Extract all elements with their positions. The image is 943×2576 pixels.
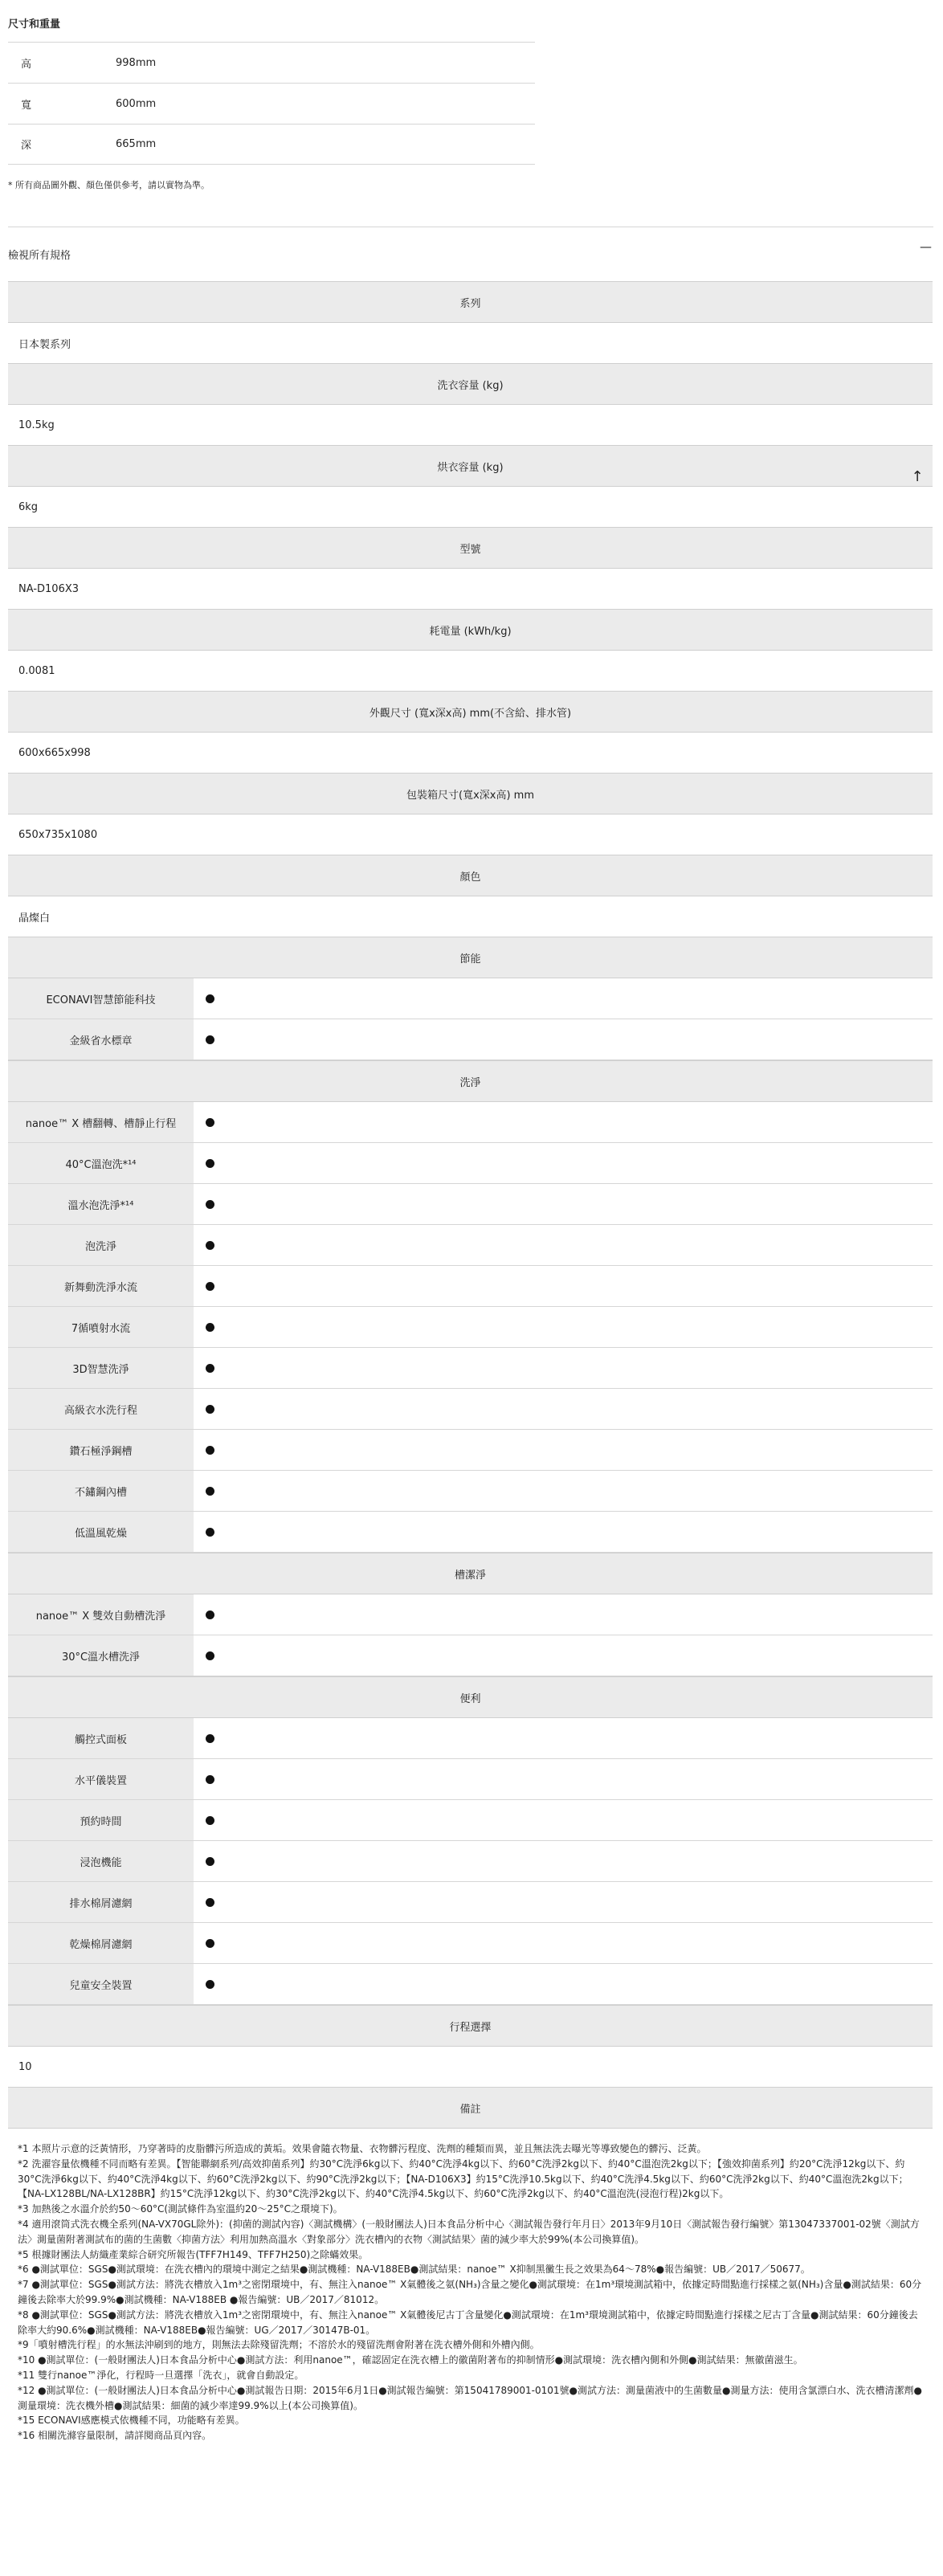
supported-dot-icon [206, 1939, 214, 1948]
feature-label: 泡洗淨 [8, 1225, 194, 1265]
section-header: 備註 [8, 2087, 933, 2129]
feature-row [8, 1102, 933, 1143]
feature-label: 兒童安全裝置 [8, 1964, 194, 2004]
feature-support [194, 1307, 933, 1347]
feature-label: 預約時間 [8, 1800, 194, 1840]
feature-row [8, 1019, 933, 1060]
feature-support [194, 1882, 933, 1922]
remark-item: *8 ●測試單位：SGS●測試方法：將洗衣槽放入1m³之密閉環境中，有、無注入nanoe™ X氣體後尼古丁含量變化●測試環境：在1m³環境測試箱中，依據定時間點進行採樣之尼古丁含量●測試結果：60分鐘後去除率大約90.6%●測試機種：NA-V188EB●報告編號：UG／2017／30147B-01。 [18, 2309, 918, 2336]
supported-dot-icon [206, 1159, 214, 1168]
feature-label: 排水棉屑濾網 [8, 1882, 194, 1922]
section-header: 節能 [8, 937, 933, 978]
feature-label: 鑽石極淨鋼槽 [8, 1430, 194, 1470]
feature-row [8, 1266, 933, 1307]
section-header: 洗衣容量 (kg) [8, 363, 933, 405]
supported-dot-icon [206, 1980, 214, 1989]
feature-row [8, 1348, 933, 1389]
feature-support [194, 1471, 933, 1511]
feature-row [8, 1512, 933, 1553]
feature-row [8, 1964, 933, 2005]
dimension-row-width [8, 83, 535, 124]
feature-row [8, 1184, 933, 1225]
feature-support [194, 1389, 933, 1429]
feature-support [194, 1430, 933, 1470]
section-value: 6kg [18, 500, 39, 513]
feature-support [194, 978, 933, 1019]
supported-dot-icon [206, 1035, 214, 1044]
feature-support [194, 1266, 933, 1306]
feature-support [194, 1019, 933, 1059]
supported-dot-icon [206, 1487, 214, 1496]
supported-dot-icon [206, 1446, 214, 1455]
feature-support [194, 1184, 933, 1224]
feature-label: 低溫風乾燥 [8, 1512, 194, 1552]
view-all-specs-toggle[interactable]: 檢視所有規格 [8, 250, 71, 262]
feature-row [8, 978, 933, 1019]
feature-support [194, 1348, 933, 1388]
supported-dot-icon [206, 1775, 214, 1784]
section-value: NA-D106X3 [18, 582, 80, 595]
dimension-value: 600mm [116, 97, 157, 110]
feature-support [194, 1923, 933, 1963]
section-value: 650x735x1080 [18, 828, 98, 841]
feature-label: 高級衣水洗行程 [8, 1389, 194, 1429]
feature-row [8, 1307, 933, 1348]
dimension-row-height [8, 42, 535, 83]
supported-dot-icon [206, 1241, 214, 1250]
supported-dot-icon [206, 1118, 214, 1127]
feature-support [194, 1964, 933, 2004]
feature-label: 40°C溫泡洗*¹⁴ [8, 1143, 194, 1183]
spec-table [8, 281, 933, 2443]
feature-row [8, 1389, 933, 1430]
section-header: 洗淨 [8, 1060, 933, 1102]
section-value: 0.0081 [18, 664, 55, 677]
feature-support [194, 1594, 933, 1635]
supported-dot-icon [206, 1816, 214, 1825]
feature-support [194, 1635, 933, 1676]
remark-item: *7 ●測試單位：SGS●測試方法：將洗衣槽放入1m³之密閉環境中，有、無注入nanoe™ X氣體後之氨(NH₃)含量之變化●測試環境：在1m³環境測試箱中，依據定時間點進行採樣之氨(NH₃)含量●測試結果：60分鐘後去除率大於99.9%●測試機種：NA-V188EB ●報告編號：UB／2017／81012。 [18, 2279, 922, 2305]
remark-item: *3 加熱後之水溫介於約50～60°C(測試條件為室溫約20～25°C之環境下)。 [18, 2203, 343, 2215]
supported-dot-icon [206, 1898, 214, 1907]
section-value: 晶燦白 [18, 912, 51, 925]
feature-label: 不鏽鋼內槽 [8, 1471, 194, 1511]
dimension-label: 深 [21, 140, 32, 152]
remark-item: *11 雙行nanoe™淨化，行程時一旦選擇「洗衣」，就會自動設定。 [18, 2369, 304, 2381]
section-value: 日本製系列 [18, 338, 71, 351]
feature-label: 30°C溫水槽洗淨 [8, 1635, 194, 1676]
supported-dot-icon [206, 1651, 214, 1660]
feature-label: 新舞動洗淨水流 [8, 1266, 194, 1306]
feature-support [194, 1225, 933, 1265]
feature-support [194, 1841, 933, 1881]
feature-row [8, 1718, 933, 1759]
remark-item: *16 相關洗滌容量限制，請詳閱商品頁內容。 [18, 2430, 212, 2442]
section-header: 便利 [8, 1676, 933, 1718]
feature-support [194, 1143, 933, 1183]
feature-label: 金級省水標章 [8, 1019, 194, 1059]
feature-row [8, 1841, 933, 1882]
supported-dot-icon [206, 1857, 214, 1866]
supported-dot-icon [206, 1611, 214, 1619]
feature-row [8, 1923, 933, 1964]
feature-label: nanoe™ X 雙效自動槽洗淨 [8, 1594, 194, 1635]
section-value: 10.5kg [18, 418, 55, 431]
section-header: 外觀尺寸 (寬x深x高) mm(不含給、排水管) [8, 691, 933, 733]
section-header: 烘衣容量 (kg) [8, 445, 933, 487]
dimension-label: 寬 [21, 99, 32, 112]
feature-label: ECONAVI智慧節能科技 [8, 978, 194, 1019]
dimensions-table [8, 42, 535, 165]
feature-label: 浸泡機能 [8, 1841, 194, 1881]
collapse-icon[interactable]: — [920, 239, 932, 254]
feature-support [194, 1718, 933, 1758]
remark-item: *1 本照片示意的泛黃情形，乃穿著時的皮脂髒污所造成的黃垢。效果會隨衣物量、衣物髒污程度、洗劑的種類而異，並且無法洗去曝光等導致變色的髒污、泛黃。 [18, 2143, 707, 2154]
feature-label: nanoe™ X 槽翻轉、槽靜止行程 [8, 1102, 194, 1142]
disclaimer-note: * 所有商品圖外觀、顏色僅供參考，請以實物為準。 [8, 180, 210, 190]
section-value: 10 [18, 2060, 32, 2073]
section-header: 行程選擇 [8, 2005, 933, 2047]
feature-label: 乾燥棉屑濾網 [8, 1923, 194, 1963]
supported-dot-icon [206, 1405, 214, 1414]
feature-row [8, 1882, 933, 1923]
feature-label: 溫水泡洗淨*¹⁴ [8, 1184, 194, 1224]
remark-item: *6 ●測試單位：SGS●測試環境：在洗衣槽內的環境中測定之結果●測試機種：NA-V188EB●測試結果：nanoe™ X抑制黑黴生長之效果為64～78%●報告編號：UB／2017／50677。 [18, 2264, 810, 2276]
feature-row [8, 1800, 933, 1841]
remark-item: *9「噴射槽洗行程」的水無法沖刷到的地方，則無法去除殘留洗劑；不溶於水的殘留洗劑會附著在洗衣槽外側和外槽內側。 [18, 2339, 540, 2351]
feature-label: 水平儀裝置 [8, 1759, 194, 1799]
supported-dot-icon [206, 1200, 214, 1209]
feature-row [8, 1635, 933, 1676]
supported-dot-icon [206, 1323, 214, 1332]
remark-item: *15 ECONAVI感應模式依機種不同，功能略有差異。 [18, 2415, 245, 2427]
section-header: 槽潔淨 [8, 1553, 933, 1594]
feature-support [194, 1800, 933, 1840]
feature-support [194, 1102, 933, 1142]
scroll-to-top-icon[interactable]: ↑ [911, 468, 924, 485]
supported-dot-icon [206, 994, 214, 1003]
feature-row [8, 1471, 933, 1512]
feature-support [194, 1759, 933, 1799]
supported-dot-icon [206, 1734, 214, 1743]
dimensions-title: 尺寸和重量 [8, 18, 61, 31]
feature-row [8, 1143, 933, 1184]
feature-label: 觸控式面板 [8, 1718, 194, 1758]
section-header: 型號 [8, 527, 933, 569]
remark-item: *5 根據財團法人紡織產業綜合研究所報告(TFF7H149、TFF7H250)之除蟎效果。 [18, 2248, 369, 2260]
section-value: 600x665x998 [18, 746, 91, 759]
feature-row [8, 1594, 933, 1635]
supported-dot-icon [206, 1364, 214, 1373]
dimension-value: 665mm [116, 138, 157, 150]
feature-label: 3D智慧洗淨 [8, 1348, 194, 1388]
feature-row [8, 1430, 933, 1471]
section-header: 系列 [8, 281, 933, 323]
dimension-label: 高 [21, 58, 32, 71]
section-header: 顏色 [8, 855, 933, 896]
supported-dot-icon [206, 1282, 214, 1291]
feature-support [194, 1512, 933, 1552]
dimension-value: 998mm [116, 56, 157, 69]
feature-row [8, 1759, 933, 1800]
feature-row [8, 1225, 933, 1266]
remark-item: *2 洗濯容量依機種不同而略有差異。【智能聯網系列/高效抑菌系列】約30°C洗淨6kg以下、約40°C洗淨4kg以下、約60°C洗淨2kg以下、約40°C溫泡洗2kg以下；【強效抑菌系列】約20°C洗淨12kg以下、約30°C洗淨6kg以下、約40°C洗淨4kg以下、約60°C洗淨2kg以下、約90°C洗淨2kg以下；【NA-D106X3】約15°C洗淨10.5kg以下、約40°C洗淨4.5kg以下、約60°C洗淨2kg以下、約40°C溫泡洗2kg以下；【NA-LX128BL/NA-LX128BR】約15°C洗淨12kg以下、約30°C洗淨2kg以下、約40°C洗淨4.5kg以下、約60°C洗淨2kg以下、約40°C溫泡洗(浸泡行程)2kg以下。 [18, 2158, 908, 2200]
section-header: 包裝箱尺寸(寬x深x高) mm [8, 773, 933, 814]
remark-item: *10 ●測試單位：(一般財團法人)日本食品分析中心●測試方法：利用nanoe™，確認固定在洗衣槽上的徽菌附著布的抑制情形●測試環境：洗衣槽內側和外側●測試結果：無徽菌滋生。 [18, 2354, 803, 2366]
dimension-row-depth [8, 124, 535, 165]
feature-label: 7循噴射水流 [8, 1307, 194, 1347]
supported-dot-icon [206, 1528, 214, 1537]
remark-item: *12 ●測試單位：(一般財團法人)日本食品分析中心●測試報告日期：2015年6月1日●測試報告編號：第15041789001-0101號●測試方法：測量菌液中的生菌數量●測量方法：使用含氯漂白水、洗衣槽清潔劑●測量環境：洗衣機外槽●測試結果：細菌的減少率達99.9%以上(本公司換算值)。 [18, 2384, 922, 2411]
section-header: 耗電量 (kWh/kg) [8, 609, 933, 651]
remarks-list [8, 2129, 933, 2443]
remark-item: *4 適用滾筒式洗衣機全系列(NA-VX70GL除外)：(抑菌的測試內容)〈測試機構〉(一般財團法人)日本食品分析中心〈測試報告發行年月日〉2013年9月10日〈測試報告發行編號〉第13047337001-02號〈測試方法〉測量菌附著測試布的菌的生菌數〈抑菌方法〉利用加熱高溫水〈對象部分〉洗衣槽內的衣物〈測試結果〉菌的減少率大於99%(本公司換算值)。 [18, 2218, 920, 2245]
